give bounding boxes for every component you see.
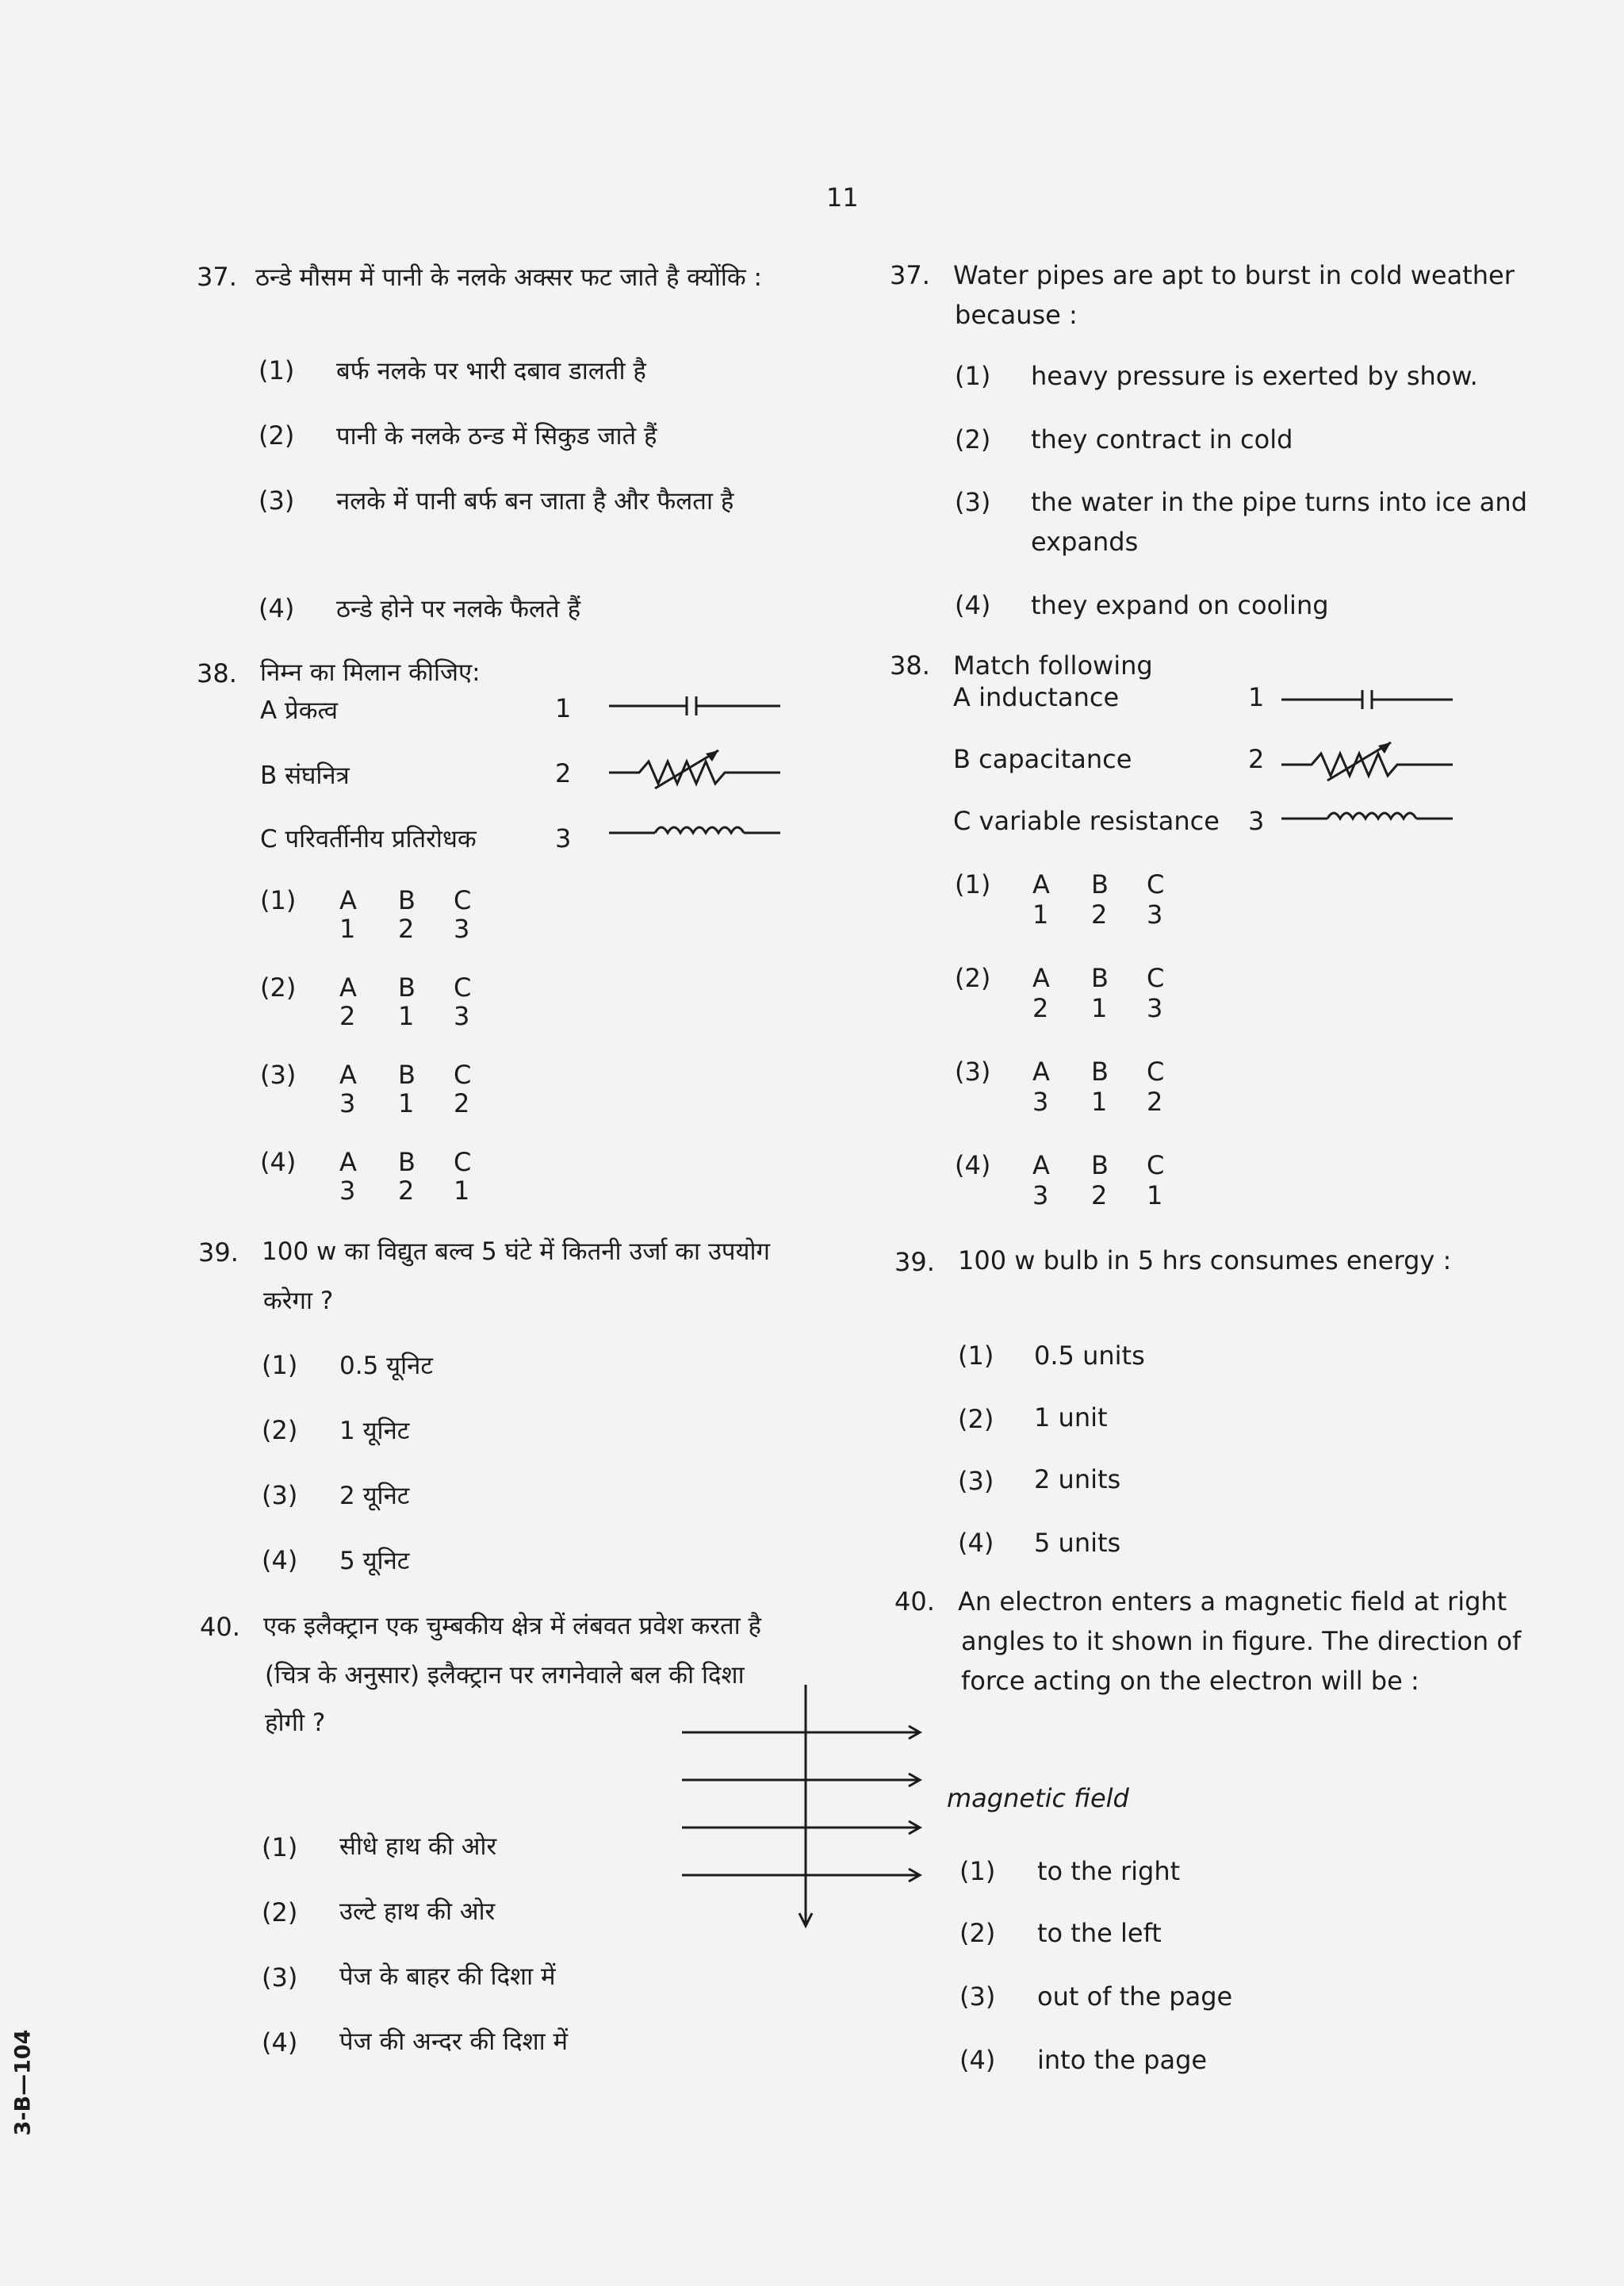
q37-hi-option-number: (3): [259, 485, 295, 516]
inductor-symbol-icon: [607, 817, 782, 849]
q40-en-question-line1: An electron enters a magnetic field at right: [958, 1586, 1507, 1617]
q37-hi-question: ठन्डे मौसम में पानी के नलके अक्सर फट जाते है क्योंकि :: [255, 263, 762, 292]
magnetic-field-figure: [682, 1682, 936, 1943]
match-header-c: C: [1147, 1150, 1165, 1180]
q37-en-option-number: (2): [955, 424, 991, 455]
match-value: 3: [454, 914, 470, 944]
q38-hi-item-number: 2: [555, 758, 572, 788]
q40-hi-question-line2: (चित्र के अनुसार) इलैक्ट्रान पर लगनेवाले बल की दिशा: [265, 1661, 745, 1690]
q38-en-number: 38.: [890, 650, 930, 681]
q40-hi-question-line3: होगी ?: [265, 1709, 326, 1737]
match-header-b: B: [1091, 963, 1109, 993]
q40-hi-option-text: सीधे हाथ की ओर: [339, 1832, 497, 1861]
q38-hi-item-number: 3: [555, 823, 572, 853]
match-header-c: C: [454, 1060, 472, 1090]
q39-en-question: 100 w bulb in 5 hrs consumes energy :: [958, 1245, 1452, 1275]
q38-hi-option-number: (4): [260, 1147, 297, 1177]
q37-en-option-text: heavy pressure is exerted by show.: [1031, 361, 1478, 391]
match-value: 3: [339, 1176, 356, 1206]
q38-hi-item-number: 1: [555, 693, 572, 723]
q39-en-option-text: 0.5 units: [1034, 1341, 1145, 1371]
q40-hi-number: 40.: [200, 1612, 240, 1642]
figure-label: magnetic field: [947, 1783, 1129, 1813]
match-header-a: A: [339, 1147, 357, 1177]
match-header-c: C: [454, 1147, 472, 1177]
match-header-c: C: [454, 972, 472, 1003]
q39-hi-option-text: 0.5 यूनिट: [339, 1352, 433, 1380]
match-value: 1: [1091, 1087, 1108, 1117]
q39-hi-number: 39.: [198, 1237, 239, 1268]
match-header-b: B: [1091, 1150, 1109, 1180]
q40-en-question-line3: force acting on the electron will be :: [961, 1666, 1419, 1696]
q37-hi-option-number: (4): [259, 593, 295, 623]
q38-en-option-number: (1): [955, 869, 991, 899]
q38-hi-option-number: (3): [260, 1060, 297, 1090]
q39-en-option-number: (4): [958, 1528, 994, 1558]
q37-hi-option-text: नलके में पानी बर्फ बन जाता है और फैलता है: [336, 487, 734, 516]
match-value: 1: [1147, 1180, 1163, 1210]
match-value: 1: [454, 1176, 470, 1206]
q38-hi-item-label: B संघनित्र: [260, 761, 350, 790]
capacitor-symbol-icon: [607, 692, 782, 720]
match-header-c: C: [1147, 869, 1165, 899]
q38-hi-option-number: (1): [260, 885, 297, 915]
match-header-b: B: [398, 1147, 416, 1177]
q38-en-question: Match following: [953, 650, 1153, 681]
side-code: [2, 2015, 49, 2158]
match-value: 3: [1147, 993, 1163, 1023]
q38-hi-option-number: (2): [260, 972, 297, 1003]
match-value: 3: [1032, 1180, 1049, 1210]
q39-hi-option-text: 2 यूनिट: [339, 1482, 410, 1510]
q40-hi-option-number: (3): [262, 1962, 298, 1993]
q39-hi-question-line2: करेगा ?: [263, 1287, 334, 1315]
match-header-a: A: [339, 885, 357, 915]
q40-hi-option-number: (2): [262, 1897, 298, 1927]
q39-hi-option-number: (1): [262, 1350, 298, 1380]
capacitor-symbol-icon: [1280, 685, 1454, 714]
q39-en-option-text: 1 unit: [1034, 1402, 1108, 1433]
match-value: 2: [1091, 899, 1108, 930]
q40-hi-option-text: उल्टे हाथ की ओर: [339, 1897, 496, 1926]
match-value: 2: [454, 1088, 470, 1118]
q38-en-option-number: (2): [955, 963, 991, 993]
match-header-c: C: [1147, 1057, 1165, 1087]
q38-hi-question: निम्न का मिलान कीजिए:: [260, 658, 481, 687]
match-value: 1: [1032, 899, 1049, 930]
q37-hi-option-number: (2): [259, 420, 295, 451]
q38-hi-item-label: A प्रेकत्व: [260, 696, 338, 725]
match-value: 2: [1147, 1087, 1163, 1117]
q39-en-option-number: (2): [958, 1404, 994, 1434]
q37-en-option-text-cont: expands: [1031, 527, 1139, 557]
q39-en-option-text: 5 units: [1034, 1528, 1121, 1558]
match-header-b: B: [1091, 869, 1109, 899]
match-value: 2: [339, 1001, 356, 1031]
q39-en-number: 39.: [894, 1247, 935, 1277]
q40-en-option-number: (4): [959, 2045, 996, 2075]
inductor-symbol-icon: [1280, 803, 1454, 834]
match-header-b: B: [1091, 1057, 1109, 1087]
match-value: 2: [398, 914, 415, 944]
match-header-a: A: [1032, 1057, 1050, 1087]
q39-hi-option-number: (3): [262, 1480, 298, 1510]
q40-en-option-text: into the page: [1037, 2045, 1208, 2075]
q38-hi-number: 38.: [197, 658, 237, 688]
q39-hi-option-text: 5 यूनिट: [339, 1547, 410, 1575]
q37-en-question-line1: Water pipes are apt to burst in cold weather: [953, 260, 1515, 290]
match-header-a: A: [1032, 963, 1050, 993]
q37-en-option-text: they contract in cold: [1031, 424, 1293, 455]
q39-hi-option-text: 1 यूनिट: [339, 1417, 410, 1445]
q40-en-option-text: to the right: [1037, 1856, 1181, 1886]
q40-en-question-line2: angles to it shown in figure. The direction of: [961, 1626, 1522, 1656]
match-header-c: C: [454, 885, 472, 915]
page-number: 11: [826, 182, 859, 213]
match-value: 1: [1091, 993, 1108, 1023]
q39-hi-option-number: (4): [262, 1545, 298, 1575]
match-header-b: B: [398, 1060, 416, 1090]
variable-resistor-symbol-icon: [1280, 738, 1454, 782]
q38-en-item-number: 1: [1248, 682, 1265, 712]
match-value: 3: [1147, 899, 1163, 930]
q38-en-item-number: 2: [1248, 744, 1265, 774]
q38-en-option-number: (3): [955, 1057, 991, 1087]
side-code-text: 3-B—104: [10, 2029, 36, 2136]
q40-en-option-number: (2): [959, 1918, 996, 1948]
match-value: 1: [339, 914, 356, 944]
match-header-a: A: [339, 972, 357, 1003]
match-value: 2: [1091, 1180, 1108, 1210]
match-header-a: A: [339, 1060, 357, 1090]
q39-en-option-number: (3): [958, 1466, 994, 1496]
q39-hi-option-number: (2): [262, 1415, 298, 1445]
q38-hi-item-label: C परिवर्तीनीय प्रतिरोधक: [260, 825, 477, 853]
q37-en-number: 37.: [890, 260, 930, 290]
q40-en-option-text: out of the page: [1037, 1981, 1233, 2012]
q37-en-option-text: the water in the pipe turns into ice and: [1031, 487, 1527, 517]
q40-hi-question-line1: एक इलैक्ट्रान एक चुम्बकीय क्षेत्र में लंबवत प्रवेश करता है: [263, 1612, 761, 1640]
match-header-a: A: [1032, 1150, 1050, 1180]
match-value: 2: [398, 1176, 415, 1206]
q40-hi-option-text: पेज के बाहर की दिशा में: [339, 1962, 556, 1991]
q40-en-option-number: (3): [959, 1981, 996, 2012]
q39-en-option-text: 2 units: [1034, 1464, 1121, 1494]
q37-hi-option-text: पानी के नलके ठन्ड में सिकुड जाते हैं: [336, 422, 657, 451]
q40-hi-option-text: पेज की अन्दर की दिशा में: [339, 2027, 569, 2056]
q38-en-item-label: C variable resistance: [953, 806, 1220, 836]
q38-en-option-number: (4): [955, 1150, 991, 1180]
q37-en-option-number: (1): [955, 361, 991, 391]
variable-resistor-symbol-icon: [607, 746, 782, 790]
q40-en-number: 40.: [894, 1586, 935, 1617]
q37-hi-option-text: बर्फ नलके पर भारी दबाव डालती है: [336, 357, 646, 385]
q40-en-option-text: to the left: [1037, 1918, 1162, 1948]
q37-en-option-text: they expand on cooling: [1031, 590, 1329, 620]
q37-hi-number: 37.: [197, 262, 237, 292]
q39-en-option-number: (1): [958, 1341, 994, 1371]
match-value: 3: [339, 1088, 356, 1118]
match-value: 3: [1032, 1087, 1049, 1117]
q38-en-item-number: 3: [1248, 806, 1265, 836]
q37-hi-option-text: ठन्डे होने पर नलके फैलते हैं: [336, 595, 581, 623]
q38-en-item-label: B capacitance: [953, 744, 1132, 774]
match-value: 3: [454, 1001, 470, 1031]
q37-hi-option-number: (1): [259, 355, 295, 385]
q37-en-question-line2: because :: [955, 300, 1078, 330]
match-header-b: B: [398, 972, 416, 1003]
q40-hi-option-number: (1): [262, 1832, 298, 1862]
q38-en-item-label: A inductance: [953, 682, 1120, 712]
q37-en-option-number: (3): [955, 487, 991, 517]
q40-hi-option-number: (4): [262, 2027, 298, 2058]
match-value: 2: [1032, 993, 1049, 1023]
q40-en-option-number: (1): [959, 1856, 996, 1886]
match-header-c: C: [1147, 963, 1165, 993]
match-header-a: A: [1032, 869, 1050, 899]
q37-en-option-number: (4): [955, 590, 991, 620]
q39-hi-question-line1: 100 w का विद्युत बल्व 5 घंटे में कितनी उर्जा का उपयोग: [262, 1237, 770, 1266]
match-value: 1: [398, 1088, 415, 1118]
match-header-b: B: [398, 885, 416, 915]
match-value: 1: [398, 1001, 415, 1031]
